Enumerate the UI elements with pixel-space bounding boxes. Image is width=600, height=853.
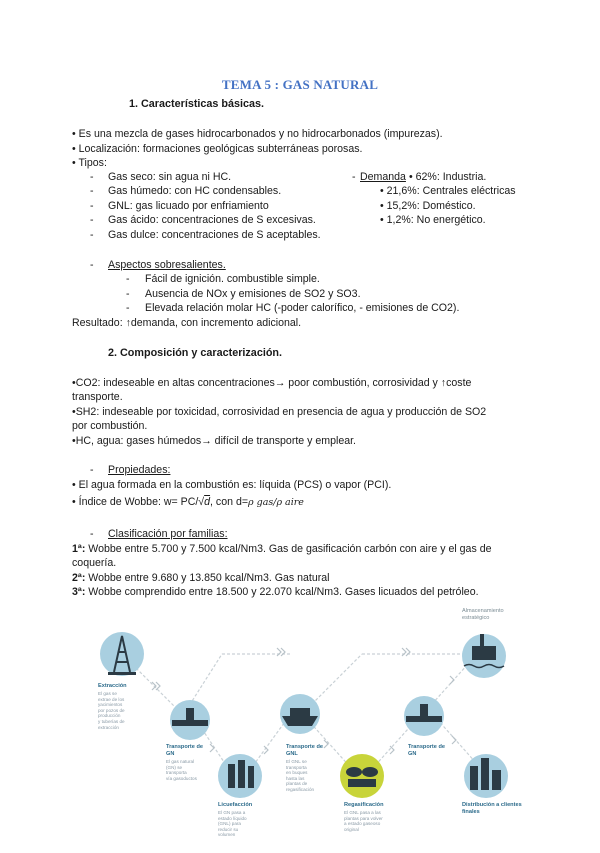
desc-line: plantas de: [286, 781, 308, 787]
desc-line: (GN) se: [166, 764, 183, 770]
desc-line: (GNL) para: [218, 821, 241, 827]
demanda-item: • 15,2%: Doméstico.: [380, 200, 476, 212]
aspect-item: Fácil de ignición. combustible simple.: [145, 273, 320, 285]
desc-line: y tuberías de: [98, 718, 125, 724]
family-num: 1ª:: [72, 543, 86, 555]
desc-licuefaccion: [218, 810, 247, 838]
aspect-item: Elevada relación molar HC (-poder calorífico, - emisiones de CO2).: [145, 302, 460, 314]
composition-line: •HC, agua: gases húmedos→ difícil de transporte y emplear.: [72, 435, 356, 447]
aspects-title: Aspectos sobresalientes.: [108, 259, 226, 271]
type-item: Gas ácido: concentraciones de S excesivas.: [108, 214, 316, 226]
desc-transporte-gn-1: [166, 759, 197, 781]
desc-line: transporta: [286, 764, 307, 770]
demanda-item: • 62%: Industria.: [409, 171, 487, 183]
family-num: 2ª:: [72, 572, 86, 584]
desc-line: por pozos de: [98, 707, 125, 713]
label-extraccion: Extracción: [98, 683, 127, 689]
wobbe-text-2: , con d=: [210, 496, 249, 508]
family-line: [72, 556, 116, 570]
liquefaction-node: [218, 754, 262, 798]
desc-line: producción: [98, 713, 121, 719]
composition-line: •SH2: indeseable por toxicidad, corrosividad en presencia de agua y producción de SO2: [72, 406, 487, 418]
dash: -: [90, 464, 94, 476]
desc-line: volumen: [218, 832, 236, 838]
desc-line: extrae de los: [98, 696, 125, 702]
label-distribucion: Distribución a clientes finales: [462, 802, 522, 815]
desc-line: El gas natural: [166, 759, 195, 764]
desc-extraccion: [98, 691, 125, 730]
desc-line: El gas se: [98, 691, 117, 696]
bullet-line: • Localización: formaciones geológicas subterráneas porosas.: [72, 143, 363, 155]
desc-regasificacion: [344, 810, 383, 832]
dash: -: [90, 259, 94, 271]
family-num: 3ª:: [72, 586, 86, 598]
section2-heading: 2. Composición y caracterización.: [108, 347, 283, 359]
pipeline-node-1: [170, 700, 210, 740]
family-line: [72, 542, 491, 556]
props-title: Propiedades:: [108, 464, 171, 476]
desc-line: hasta las: [286, 775, 305, 781]
desc-line: original: [344, 826, 359, 832]
desc-transporte-gnl: [286, 759, 314, 793]
dash: -: [126, 302, 130, 314]
bullet-line: • Es una mezcla de gases hidrocarbonados y no hidrocarbonados (impurezas).: [72, 128, 443, 140]
prop-line: • El agua formada en la combustión es: líquida (PCS) o vapor (PCI).: [72, 479, 392, 491]
section1-heading: 1. Características básicas.: [129, 98, 265, 110]
type-item: Gas dulce: concentraciones de S aceptables.: [108, 229, 321, 241]
demanda-item: • 21,6%: Centrales eléctricas: [380, 185, 516, 197]
type-item: Gas seco: sin agua ni HC.: [108, 171, 232, 183]
extraction-node: [100, 632, 144, 676]
result-line: Resultado: ↑demanda, con incremento adicional.: [72, 317, 302, 329]
pipeline-node-2: [404, 696, 444, 736]
page-title: TEMA 5 : GAS NATURAL: [221, 77, 379, 92]
desc-line: El GNL se: [286, 759, 307, 764]
desc-line: a estado gaseoso: [344, 821, 381, 827]
label-licuefaccion: Licuefacción: [218, 802, 253, 808]
family-text: Wobbe comprendido entre 18.500 y 22.070 kcal/Nm3. Gases licuados del petróleo.: [85, 586, 479, 598]
desc-line: yacimientos: [98, 702, 123, 708]
distribution-node: [464, 754, 508, 798]
dash: -: [90, 200, 94, 212]
desc-line: vía gasoductos: [166, 775, 197, 781]
lng-ship-node: [280, 694, 320, 734]
label-transporte-gn-2: Transporte de GN: [408, 744, 445, 757]
composition-line: •CO2: indeseable en altas concentraciones→ poor combustión, corrosividad y ↑coste: [72, 377, 472, 389]
demanda-label: Demanda: [360, 171, 406, 183]
dash: -: [126, 273, 130, 285]
aspect-item: Ausencia de NOx y emisiones de SO2 y SO3.: [145, 288, 361, 300]
type-item: GNL: gas licuado por enfriamiento: [108, 200, 269, 212]
demanda-item: • 1,2%: No energético.: [380, 214, 486, 226]
label-transporte-gn-1: Transporte de GN: [166, 744, 203, 757]
label-regasificacion: Regasificación: [344, 802, 384, 808]
dash: -: [352, 171, 356, 183]
desc-line: plantas para volver: [344, 815, 383, 821]
desc-line: regasificación: [286, 786, 315, 792]
bullet-line: • Tipos:: [72, 157, 107, 169]
composition-line: transporte.: [72, 391, 123, 403]
desc-line: El GNL pasa a las: [344, 810, 381, 815]
desc-line: transporta: [166, 770, 187, 776]
family-line: [72, 585, 479, 599]
family-text: Wobbe entre 9.680 y 13.850 kcal/Nm3. Gas natural: [85, 572, 330, 584]
wobbe-text: • Índice de Wobbe: w= PC/: [72, 496, 199, 508]
family-text: coquería.: [72, 557, 117, 569]
gas-value-chain-diagram: [72, 604, 530, 848]
composition-line: por combustión.: [72, 420, 148, 432]
dash: -: [126, 288, 130, 300]
label-transporte-gnl: Transporte de GNL: [286, 744, 323, 757]
type-item: Gas húmedo: con HC condensables.: [108, 185, 282, 197]
dash: -: [90, 528, 94, 540]
sqrt-arg: d: [204, 496, 211, 508]
family-text: Wobbe entre 5.700 y 7.500 kcal/Nm3. Gas de gasificación carbón con aire y el gas de: [85, 543, 492, 555]
desc-line: reducir su: [218, 826, 239, 832]
desc-line: estado líquido: [218, 815, 247, 821]
desc-line: en buques: [286, 770, 308, 776]
family-line: [72, 571, 330, 585]
desc-line: extracción: [98, 724, 119, 730]
density-formula: ρ gas/ρ aire: [248, 497, 304, 508]
wobbe-line: [72, 495, 304, 510]
label-almacenamiento: Almacenamiento estratégico: [462, 608, 504, 621]
regasification-node: [340, 754, 384, 798]
dash: -: [90, 185, 94, 197]
dash: -: [90, 229, 94, 241]
desc-line: El GN pasa a: [218, 810, 246, 815]
storage-node: [462, 634, 506, 678]
families-title: Clasificación por familias:: [108, 528, 228, 540]
dash: -: [90, 171, 94, 183]
sqrt-symbol: √d: [198, 496, 211, 508]
dash: -: [90, 214, 94, 226]
